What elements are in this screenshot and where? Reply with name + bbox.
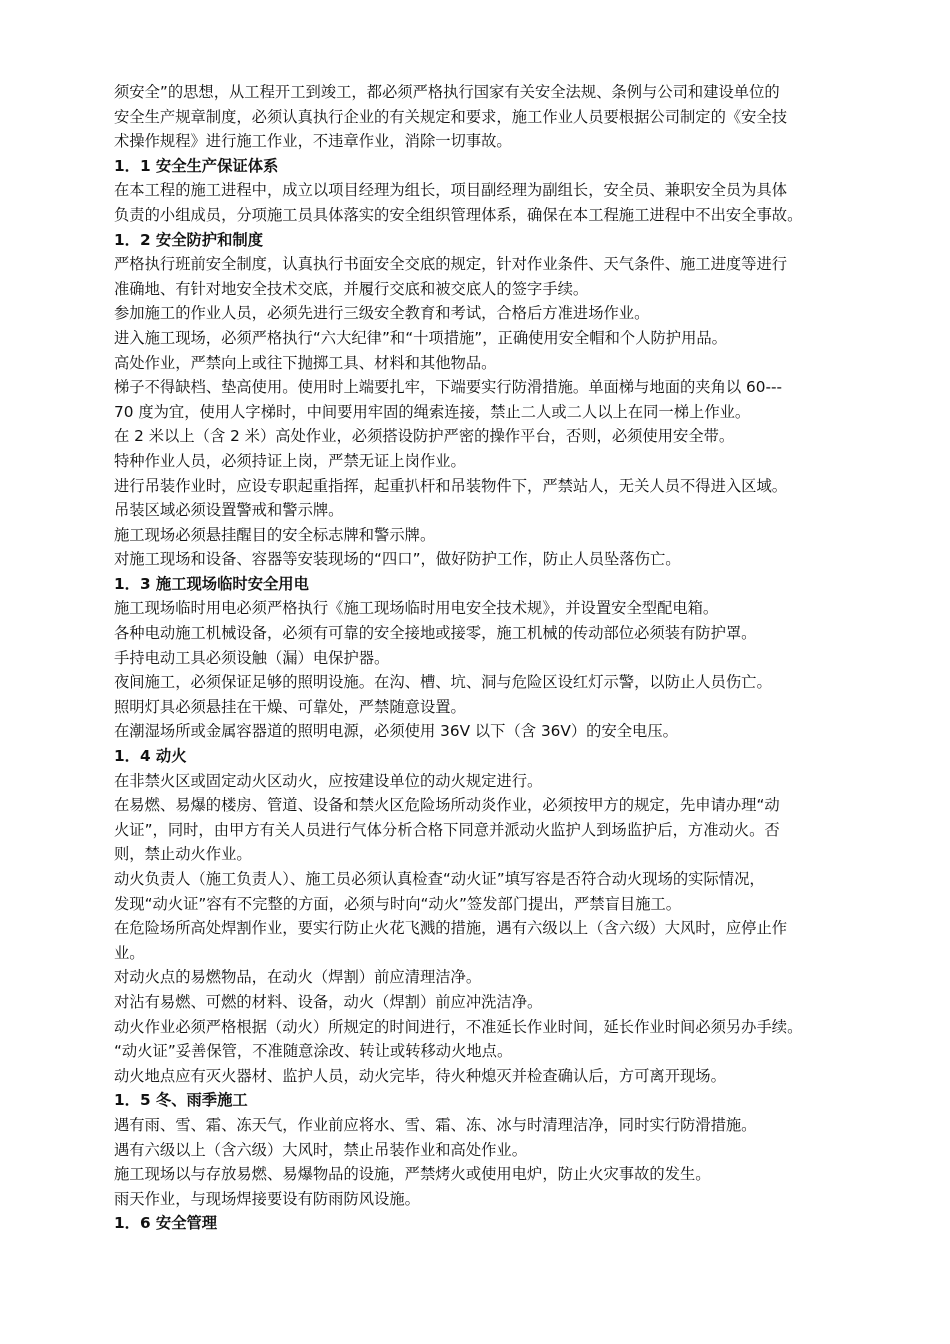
paragraph-line: 动火作业必须严格根据（动火）所规定的时间进行，不准延长作业时间，延长作业时间必须另办手续。 [114,1017,803,1036]
paragraph-line: 特种作业人员，必须持证上岗，严禁无证上岗作业。 [114,451,466,470]
paragraph-line: 则，禁止动火作业。 [114,845,252,864]
section-heading: 1．5 冬、雨季施工 [114,1091,248,1110]
paragraph-line: 各种电动施工机械设备，必须有可靠的安全接地或接零，施工机械的传动部位必须装有防护罩。 [114,624,757,643]
section-heading: 1．2 安全防护和制度 [114,230,263,249]
paragraph-line: 在易燃、易爆的楼房、管道、设备和禁火区危险场所动炎作业，必须按甲方的规定，先申请办理“动 [114,796,780,815]
paragraph-line: 对施工现场和设备、容器等安装现场的“四口”，做好防护工作，防止人员坠落伤亡。 [114,550,681,569]
paragraph-line: 进入施工现场，必须严格执行“六大纪律”和“十项措施”，正确使用安全帽和个人防护用品。 [114,328,727,347]
paragraph-line: 照明灯具必须悬挂在干燥、可靠处，严禁随意设置。 [114,697,466,716]
section-heading: 1．1 安全生产保证体系 [114,156,279,175]
paragraph-line: 业。 [114,943,145,962]
paragraph-line: 发现“动火证”容有不完整的方面，必须与时向“动火”签发部门提出，严禁盲目施工。 [114,894,682,913]
paragraph-line: 在非禁火区或固定动火区动火，应按建设单位的动火规定进行。 [114,771,543,790]
paragraph-line: 安全生产规章制度，必须认真执行企业的有关规定和要求，施工作业人员要根据公司制定的《安全技 [114,107,788,126]
section-heading: 1．4 动火 [114,747,187,766]
section-heading: 1．6 安全管理 [114,1214,218,1233]
paragraph-line: 遇有雨、雪、霜、冻天气，作业前应将水、雪、霜、冻、冰与时清理洁净，同时实行防滑措施。 [114,1115,757,1134]
paragraph-line: 施工现场必须悬挂醒目的安全标志牌和警示牌。 [114,525,436,544]
paragraph-line: 在 2 米以上（含 2 米）高处作业，必须搭设防护严密的操作平台，否则，必须使用安全带。 [114,427,735,446]
paragraph-line: 在危险场所高处焊割作业，要实行防止火花飞溅的措施，遇有六级以上（含六级）大风时，应停止作 [114,919,788,938]
paragraph-line: 施工现场临时用电必须严格执行《施工现场临时用电安全技术规》，并设置安全型配电箱。 [114,599,719,618]
paragraph-line: 雨天作业，与现场焊接要设有防雨防风设施。 [114,1189,420,1208]
paragraph-line: 动火负责人（施工负责人）、施工员必须认真检查“动火证”填写容是否符合动火现场的实际情况， [114,870,765,888]
paragraph-line: 火证”，同时，由甲方有关人员进行气体分析合格下同意并派动火监护人到场监护后，方准动火。否 [114,820,780,839]
paragraph-line: 参加施工的作业人员，必须先进行三级安全教育和考试，合格后方准进场作业。 [114,304,650,323]
paragraph-line: 动火地点应有灭火器材、监护人员，动火完毕，待火种熄灭并检查确认后，方可离开现场。 [114,1066,726,1085]
section-heading: 1．3 施工现场临时安全用电 [114,574,309,593]
paragraph-line: 准确地、有针对地安全技术交底，并履行交底和被交底人的签字手续。 [114,279,589,298]
document-page [114,80,864,1236]
paragraph-line: 负责的小组成员，分项施工员具体落实的安全组织管理体系，确保在本工程施工进程中不出安全事故。 [114,205,803,224]
paragraph-line: 对动火点的易燃物品，在动火（焊割）前应清理洁净。 [114,968,482,987]
paragraph-line: 施工现场以与存放易燃、易爆物品的设施，严禁烤火或使用电炉，防止火灾事故的发生。 [114,1165,711,1184]
paragraph-line: 进行吊装作业时，应设专职起重指挥，起重扒杆和吊装物件下，严禁站人，无关人员不得进入区域。 [114,476,788,495]
paragraph-line: 70 度为宜，使用人字梯时，中间要用牢固的绳索连接，禁止二人或二人以上在同一梯上作业。 [114,402,751,421]
paragraph-line: 在潮湿场所或金属容器道的照明电源，必须使用 36V 以下（含 36V）的安全电压。 [114,722,678,741]
paragraph-line: 须安全”的思想，从工程开工到竣工，都必须严格执行国家有关安全法规、条例与公司和建设单位的 [114,83,780,101]
paragraph-line: 遇有六级以上（含六级）大风时，禁止吊装作业和高处作业。 [114,1140,528,1159]
paragraph-line: 术操作规程》进行施工作业，不违章作业，消除一切事故。 [114,132,512,151]
paragraph-line: 高处作业，严禁向上或往下抛掷工具、材料和其他物品。 [114,353,497,372]
paragraph-line: 对沾有易燃、可燃的材料、设备，动火（焊割）前应冲洗洁净。 [114,992,543,1011]
paragraph-line: 在本工程的施工进程中，成立以项目经理为组长，项目副经理为副组长，安全员、兼职安全员为具体 [114,181,788,200]
paragraph-line: 手持电动工具必须设触（漏）电保护器。 [114,648,390,667]
paragraph-line: 夜间施工，必须保证足够的照明设施。在沟、槽、坑、洞与危险区设红灯示警，以防止人员伤亡。 [114,673,772,692]
paragraph-line: “动火证”妥善保管，不准随意涂改、转让或转移动火地点。 [114,1042,513,1061]
paragraph-line: 吊装区域必须设置警戒和警示牌。 [114,501,344,520]
paragraph-line: 梯子不得缺档、垫高使用。使用时上端要扎牢，下端要实行防滑措施。单面梯与地面的夹角以 60--- [114,378,783,397]
paragraph-line: 严格执行班前安全制度，认真执行书面安全交底的规定，针对作业条件、天气条件、施工进度等进行 [114,255,788,274]
